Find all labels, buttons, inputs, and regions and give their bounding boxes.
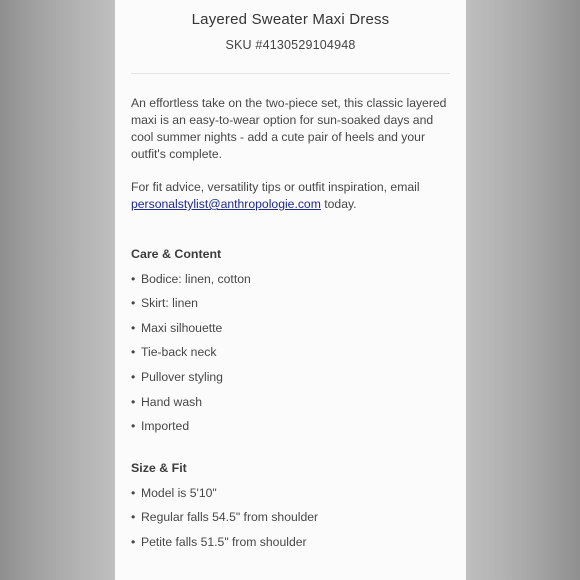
list-item-text: Regular falls 54.5" from shoulder — [141, 510, 319, 525]
bullet-glyph: • — [131, 271, 136, 286]
list-item-text: Maxi silhouette — [141, 320, 223, 335]
size-fit-heading: Size & Fit — [131, 461, 187, 476]
bullet-glyph: • — [131, 485, 136, 500]
bullet-glyph: • — [131, 534, 136, 549]
list-item-text: Imported — [141, 419, 190, 434]
list-item — [131, 320, 450, 336]
care-content-list — [131, 271, 450, 435]
list-item — [131, 418, 450, 434]
list-item — [131, 509, 450, 525]
care-content-heading: Care & Content — [131, 247, 222, 261]
product-description: An effortless take on the two-piece set, this classic layered maxi is an easy-to-wear option for sun-soaked days and cool summer nights - add a cute pair of heels and your outfit's complete. — [131, 96, 447, 161]
list-item — [131, 394, 450, 410]
list-item-text: Skirt: linen — [141, 296, 198, 311]
list-item-text: Pullover styling — [141, 369, 223, 384]
list-item — [131, 271, 450, 287]
list-item — [131, 534, 450, 550]
bullet-glyph: • — [131, 296, 136, 311]
bullet-glyph: • — [131, 345, 136, 360]
divider — [131, 73, 450, 74]
list-item-text: Petite falls 51.5" from shoulder — [141, 534, 307, 549]
list-item — [131, 344, 450, 360]
list-item-text: Model is 5'10" — [141, 485, 217, 500]
list-item — [131, 485, 450, 501]
fit-advice — [131, 179, 450, 213]
bullet-glyph: • — [131, 419, 136, 434]
fit-advice-prefix: For fit advice, versatility tips or outfit inspiration, email — [131, 180, 420, 194]
list-item-text: Hand wash — [141, 394, 202, 409]
size-fit-list — [131, 485, 450, 550]
product-title: Layered Sweater Maxi Dress — [191, 11, 390, 28]
list-item-text: Tie-back neck — [141, 345, 217, 360]
list-item — [131, 295, 450, 311]
fit-advice-suffix: today. — [320, 197, 357, 211]
bullet-glyph: • — [131, 369, 136, 384]
list-item-text: Bodice: linen, cotton — [141, 271, 251, 286]
list-item — [131, 369, 450, 385]
bullet-glyph: • — [131, 320, 136, 335]
product-sku: SKU #4130529104948 — [225, 38, 356, 52]
bullet-glyph: • — [131, 394, 136, 409]
product-details-panel — [115, 0, 466, 580]
personal-stylist-email-link[interactable]: personalstylist@anthropologie.com — [131, 197, 321, 211]
bullet-glyph: • — [131, 510, 136, 525]
